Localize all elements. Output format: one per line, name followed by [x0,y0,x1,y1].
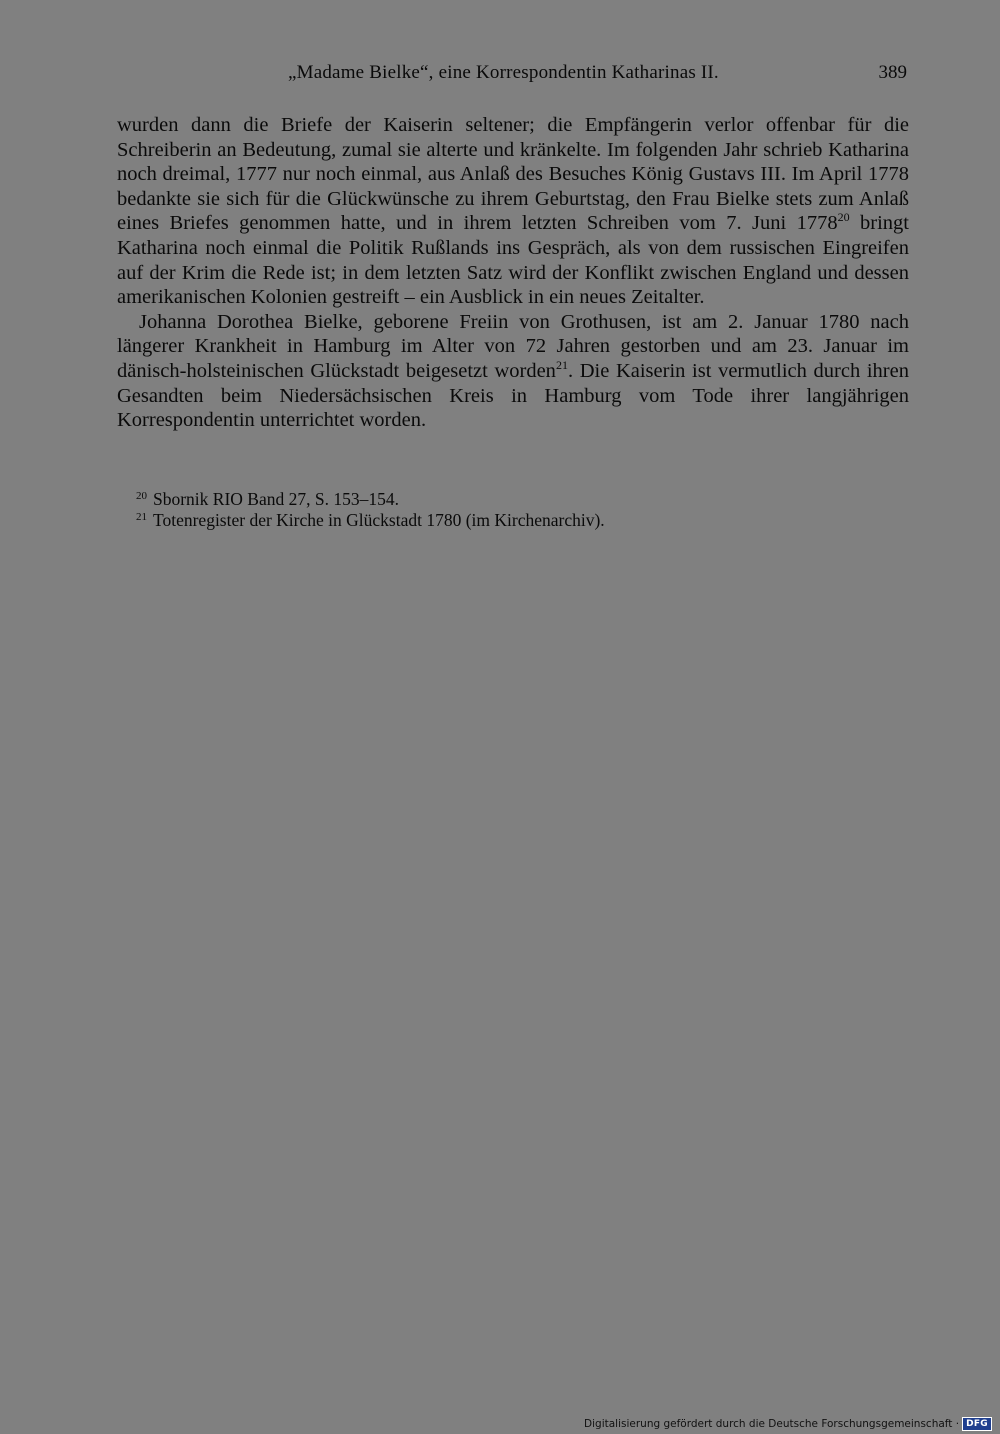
footnote-number: 21 [136,510,147,523]
paragraph-2-text-a: Johanna Dorothea Bielke, geborene Freiin von Grothusen, ist am 2. Januar 1780 nach längerer Krankheit in Hamburg im Alter von 72 Jahren gestorben und am 23. Januar im dänisch-holsteinischen Glückstadt beigesetzt worden [117,310,909,382]
footnotes [136,489,916,530]
footnote-21 [136,510,916,531]
footnote-ref-21[interactable]: 21 [555,357,568,372]
paragraph-1-text-b: bringt Katharina noch einmal die Politik Rußlands ins Gespräch, als von dem russischen Eingreifen auf der Krim die Rede ist; in dem letzten Satz wird der Konflikt zwischen England und dessen amerikanischen Kolonien gestreift – ein Ausblick in ein neues Zeitalter. [117,212,910,309]
credit-text: Digitalisierung gefördert durch die Deutsche Forschungsgemeinschaft · [584,1418,960,1430]
footnote-text: Sbornik RIO Band 27, S. 153–154. [153,489,399,509]
body-text [117,113,909,433]
paragraph-1-text-a: wurden dann die Briefe der Kaiserin seltener; die Empfängerin verlor offenbar für die Schreiberin an Bedeutung, zumal sie alterte und kränkelte. Im folgenden Jahr schrieb Katharina noch dreimal, 1777 nur noch einmal, aus Anlaß des Besuches König Gustavs III. Im April 1778 bedankte sie sich für die Glückwünsche zu ihrem Geburtstag, den Frau Bielke stets zum Anlaß eines Briefes genommen hatte, und in ihrem letzten Schreiben vom 7. Juni 1778 [117,114,909,235]
paragraph-2 [117,310,909,433]
paragraph-2-text-b: . Die Kaiserin ist vermutlich durch ihren Gesandten beim Niedersächsischen Kreis in Hamburg vom Tode ihrer langjährigen Korrespondentin unterrichtet worden. [117,359,909,432]
footnote-text: Totenregister der Kirche in Glückstadt 1780 (im Kirchenarchiv). [153,509,605,530]
footnote-ref-20[interactable]: 20 [837,210,850,225]
footnote-number: 20 [136,490,147,502]
page-number: 389 [878,62,907,83]
footnote-20 [136,489,916,510]
digitization-credit [584,1417,992,1431]
dfg-logo[interactable]: DFG [962,1417,992,1431]
paragraph-1 [117,113,909,310]
running-title: „Madame Bielke“, eine Korrespondentin Katharinas II. [288,62,719,83]
